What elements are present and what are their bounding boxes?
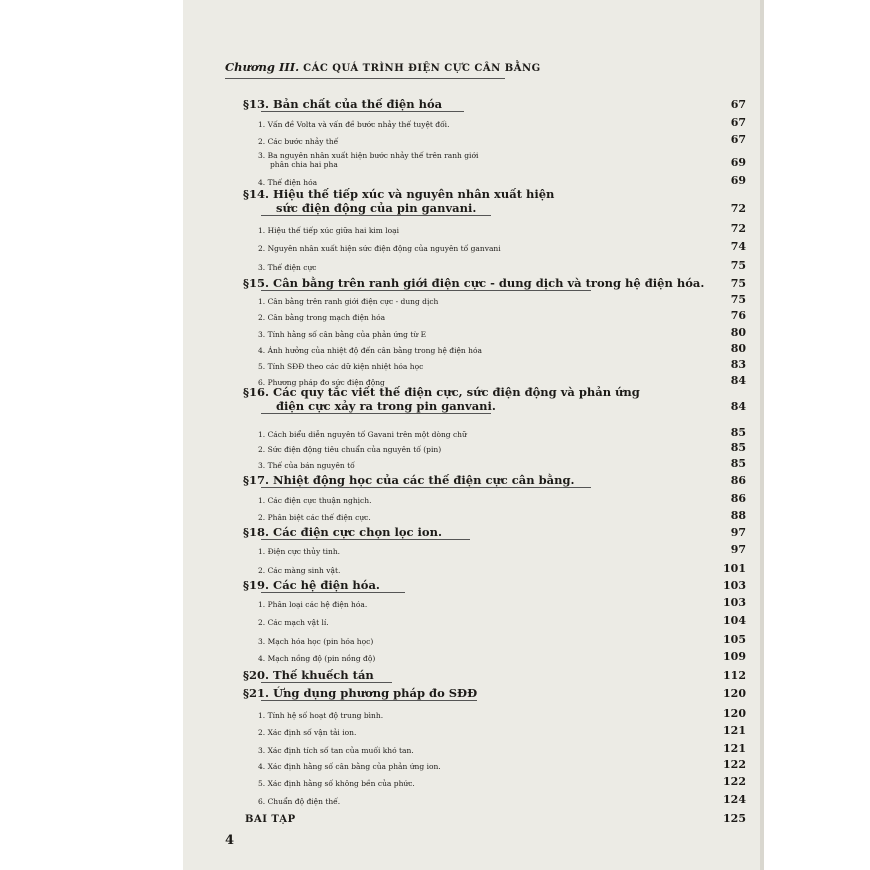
entry-number: 1 [258,120,263,129]
entry-page: 86 [730,474,746,487]
entry-page: 67 [730,116,746,129]
subsection-entry [243,309,746,322]
entry-page: 104 [723,614,746,627]
entry-title [243,686,706,700]
entry-title [243,473,706,487]
entry-title: 1. Cân bằng trên ranh giới điện cực - dung dịch [258,297,439,306]
chapter-prefix: Chương III. [225,60,300,74]
entry-title: 6. Phương pháp đo sức điện động [258,378,385,387]
subsection-entry [243,650,746,663]
entry-title-text: Các hệ điện hóa. [273,578,380,592]
entry-title-text: Tính SĐĐ theo các dữ kiện nhiệt hóa học [267,362,424,371]
entry-title: 3. Thế điện cực [258,263,317,272]
entry-page: 121 [723,724,746,737]
entry-title: 4. Xác định hằng số cân bằng của phản ứng ion. [258,762,441,771]
entry-page: 84 [730,374,746,387]
entry-title-text: Cân bằng trên ranh giới điện cực - dung dịch [267,297,439,306]
entry-number: 3 [258,330,263,339]
entry-title-continuation: phân chia hai pha [270,160,338,169]
subsection-entry [243,614,746,627]
entry-title [243,578,706,592]
exercise-entry [243,812,746,825]
entry-title-text: Cân bằng trong mạch điện hóa [267,313,386,322]
entry-title-text: Nguyên nhân xuất hiện sức điện động của nguyên tố ganvani [267,244,501,253]
entry-title: 2. Sức điện động tiêu chuẩn của nguyên tố (pin) [258,445,442,454]
entry-title-text: Cân bằng trên ranh giới điện cực - dung dịch và trong hệ điện hóa. [273,276,705,290]
entry-number: 1 [258,430,263,439]
section-entry [243,668,746,682]
entry-number: §19. [243,578,270,592]
entry-title-text: Hiệu thế tiếp xúc và nguyên nhân xuất hiện [273,187,555,201]
entry-number: 5 [258,779,263,788]
chapter-underline [225,78,505,79]
subsection-entry [243,174,746,187]
entry-number: 2 [258,728,263,737]
entry-page: 103 [723,579,746,592]
entry-number: 6 [258,797,263,806]
section-entry [243,686,746,700]
entry-page: 85 [730,441,746,454]
entry-title-text: Phân loại các hệ điện hóa. [267,600,368,609]
subsection-entry [243,293,746,306]
section-entry [243,473,746,487]
subsection-entry [243,707,746,720]
subsection-entry [243,457,746,470]
subsection-entry [243,633,746,646]
entry-page: 67 [730,133,746,146]
subsection-entry [243,259,746,272]
entry-title: 5. Tính SĐĐ theo các dữ kiện nhiệt hóa học [258,362,424,371]
entry-number: §17. [243,473,270,487]
entry-title [243,187,706,215]
section-entry [243,276,746,290]
subsection-entry [243,441,746,454]
entry-page: 69 [730,174,746,187]
entry-title-text: Thế điện hóa [267,178,318,187]
entry-number: 2 [258,513,263,522]
subsection-entry [243,724,746,737]
subsection-entry [243,240,746,253]
entry-title-text: Nhiệt động học của các thế điện cực cân bằng. [273,473,575,487]
entry-number: §18. [243,525,270,539]
entry-title-text: Mạch nồng độ (pin nồng độ) [267,654,376,663]
entry-number: 2 [258,137,263,146]
section-underline [261,700,477,701]
entry-number: §14. [243,187,270,201]
entry-title-text: Bản chất của thế điện hóa [273,97,443,111]
entry-title-text: Ảnh hưởng của nhiệt độ đến cân bằng trong hệ điện hóa [267,346,482,355]
entry-page: 69 [730,156,746,169]
entry-title-text: Các quy tắc viết thế điện cực, sức điện động và phản ứng [273,385,640,399]
chapter-title: CÁC QUÁ TRÌNH ĐIỆN CỰC CÂN BẰNG [303,63,541,74]
entry-number: 1 [258,226,263,235]
entry-page: 72 [730,202,746,215]
entry-page: 97 [730,526,746,539]
entry-page: 124 [723,793,746,806]
entry-title-text: Xác định tích số tan của muối khó tan. [267,746,414,755]
section-underline [261,290,591,291]
entry-title-text: Các điện cực chọn lọc ion. [273,525,442,539]
entry-title: 2. Các màng sinh vật. [258,566,341,575]
entry-title: 3. Tính hằng số cân bằng của phản ứng từ E [258,330,427,339]
entry-number: 2 [258,445,263,454]
entry-number: 3 [258,746,263,755]
entry-number: §15. [243,276,270,290]
entry-number: 1 [258,600,263,609]
entry-page: 80 [730,342,746,355]
subsection-entry [243,742,746,755]
entry-page: 75 [730,293,746,306]
entry-page: 103 [723,596,746,609]
entry-title [243,814,706,825]
entry-page: 120 [723,707,746,720]
entry-title: 1. Phân loại các hệ điện hóa. [258,600,368,609]
book-page [183,0,760,870]
entry-number: 4 [258,654,263,663]
entry-page: 75 [730,277,746,290]
subsection-entry [243,543,746,556]
entry-title [243,668,706,682]
entry-title-text: Phân biệt các thế điện cực. [267,513,371,522]
section-underline [261,215,491,216]
entry-title: 4. Mạch nồng độ (pin nồng độ) [258,654,376,663]
entry-title-text: Thế khuếch tán [273,668,374,682]
entry-number: 3 [258,263,263,272]
entry-page: 76 [730,309,746,322]
entry-number: §16. [243,385,270,399]
entry-page: 101 [723,562,746,575]
subsection-entry [243,793,746,806]
entry-number: 2 [258,566,263,575]
entry-title-text: Xác định số vận tải ion. [267,728,357,737]
entry-page: 112 [723,669,746,682]
entry-title: 2. Nguyên nhân xuất hiện sức điện động của nguyên tố ganvani [258,244,501,253]
entry-title-text: Cách biểu diễn nguyên tố Gavani trên một dòng chữ [267,430,467,439]
subsection-entry [243,492,746,505]
subsection-entry [243,358,746,371]
entry-title-text: Các bước nhảy thế [267,137,339,146]
entry-title: 2. Phân biệt các thế điện cực. [258,513,371,522]
entry-title: 2. Các mạch vật lí. [258,618,329,627]
entry-title: 2. Cân bằng trong mạch điện hóa [258,313,386,322]
entry-title: 1. Vấn đề Volta và vấn đề bước nhảy thế tuyệt đối. [258,120,450,129]
section-underline [261,487,591,488]
entry-title-text: Thế của bán nguyên tố [267,461,355,470]
entry-number: §21. [243,686,270,700]
entry-title: 1. Cách biểu diễn nguyên tố Gavani trên một dòng chữ [258,430,467,439]
entry-title-text: Xác định hằng số không bền của phức. [267,779,415,788]
entry-page: 80 [730,326,746,339]
entry-title: 1. Các điện cực thuận nghịch. [258,496,372,505]
entry-title-text: Phương pháp đo sức điện động [267,378,385,387]
entry-title-text: Thế điện cực [267,263,317,272]
entry-page: 85 [730,426,746,439]
entry-number: 1 [258,496,263,505]
entry-page: 85 [730,457,746,470]
entry-page: 83 [730,358,746,371]
entry-page: 67 [730,98,746,111]
subsection-entry [243,426,746,439]
entry-title: 1. Hiệu thế tiếp xúc giữa hai kim loại [258,226,400,235]
entry-number: 3 [258,461,263,470]
entry-number: 3 [258,151,263,160]
entry-title: 6. Chuẩn độ điện thế. [258,797,341,806]
section-entry [243,97,746,111]
entry-title-text: Hiệu thế tiếp xúc giữa hai kim loại [267,226,400,235]
entry-number: 6 [258,378,263,387]
entry-number: §13. [243,97,270,111]
entry-number: 1 [258,547,263,556]
subsection-entry [243,222,746,235]
subsection-entry [243,758,746,771]
entry-title [243,385,706,413]
entry-title: 5. Xác định hằng số không bền của phức. [258,779,415,788]
entry-title: 4. Thế điện hóa [258,178,318,187]
subsection-entry [243,509,746,522]
entry-title [243,276,706,290]
entry-title: 1. Tính hệ số hoạt độ trung bình. [258,711,384,720]
entry-number: 2 [258,244,263,253]
entry-title [243,525,706,539]
entry-page: 88 [730,509,746,522]
entry-number: 4 [258,762,263,771]
entry-page: 125 [723,812,746,825]
entry-title-text: Xác định hằng số cân bằng của phản ứng ion. [267,762,441,771]
subsection-entry [243,562,746,575]
entry-page: 74 [730,240,746,253]
entry-number: 1 [258,297,263,306]
subsection-entry [243,342,746,355]
entry-title-text: Điện cực thủy tinh. [267,547,341,556]
entry-page: 122 [723,758,746,771]
entry-title [243,97,706,111]
entry-number: 2 [258,618,263,627]
entry-title: 4. Ảnh hưởng của nhiệt độ đến cân bằng trong hệ điện hóa [258,346,482,355]
section-entry [243,187,746,215]
section-underline [261,413,491,414]
entry-title-text: Các điện cực thuận nghịch. [267,496,372,505]
entry-title-text: Tính hằng số cân bằng của phản ứng từ E [267,330,427,339]
entry-title-text: Các mạch vật lí. [267,618,329,627]
subsection-entry [243,775,746,788]
entry-title-text: Ứng dụng phương pháp đo SĐĐ [273,686,478,700]
entry-title-text: Chuẩn độ điện thế. [267,797,341,806]
entry-page: 122 [723,775,746,788]
chapter-heading [225,60,541,74]
entry-title-text: Mạch hóa học (pin hóa học) [267,637,374,646]
entry-title-text: Vấn đề Volta và vấn đề bước nhảy thế tuyệt đối. [267,120,450,129]
entry-page: 75 [730,259,746,272]
subsection-entry [243,116,746,129]
entry-page: 84 [730,400,746,413]
section-underline [261,111,464,112]
entry-number: §20. [243,668,270,682]
entry-number: 5 [258,362,263,371]
entry-number: 4 [258,346,263,355]
entry-number: 3 [258,637,263,646]
entry-page: 72 [730,222,746,235]
section-underline [261,592,405,593]
entry-title: 1. Điện cực thủy tinh. [258,547,341,556]
entry-page: 121 [723,742,746,755]
entry-title: 2. Các bước nhảy thế [258,137,339,146]
entry-title: 3. Thế của bán nguyên tố [258,461,355,470]
section-entry [243,525,746,539]
entry-number: 4 [258,178,263,187]
entry-title-continuation: sức điện động của pin ganvani. [276,201,477,215]
entry-page: 105 [723,633,746,646]
subsection-entry [243,596,746,609]
page-number: 4 [225,833,235,848]
entry-number: 2 [258,313,263,322]
entry-title-text: BÀI TẬP [245,814,296,825]
entry-title-text: Ba nguyên nhân xuất hiện bước nhảy thế trên ranh giới [267,151,479,160]
entry-title: 3. Ba nguyên nhân xuất hiện bước nhảy thế trên ranh giới phân chia hai pha [243,151,706,169]
section-underline [261,682,392,683]
entry-title-continuation: điện cực xảy ra trong pin ganvani. [276,399,496,413]
entry-page: 120 [723,687,746,700]
entry-title-text: Sức điện động tiêu chuẩn của nguyên tố (pin) [267,445,442,454]
entry-title: 3. Xác định tích số tan của muối khó tan. [258,746,414,755]
entry-title: 2. Xác định số vận tải ion. [258,728,357,737]
entry-page: 97 [730,543,746,556]
entry-number: 1 [258,711,263,720]
subsection-entry [243,133,746,146]
entry-title: 3. Mạch hóa học (pin hóa học) [258,637,374,646]
entry-page: 109 [723,650,746,663]
entry-page: 86 [730,492,746,505]
section-entry [243,578,746,592]
subsection-entry [243,326,746,339]
entry-title-text: Các màng sinh vật. [267,566,341,575]
entry-title-text: Tính hệ số hoạt độ trung bình. [267,711,384,720]
section-underline [261,539,470,540]
section-entry [243,385,746,413]
subsection-entry [243,151,746,169]
